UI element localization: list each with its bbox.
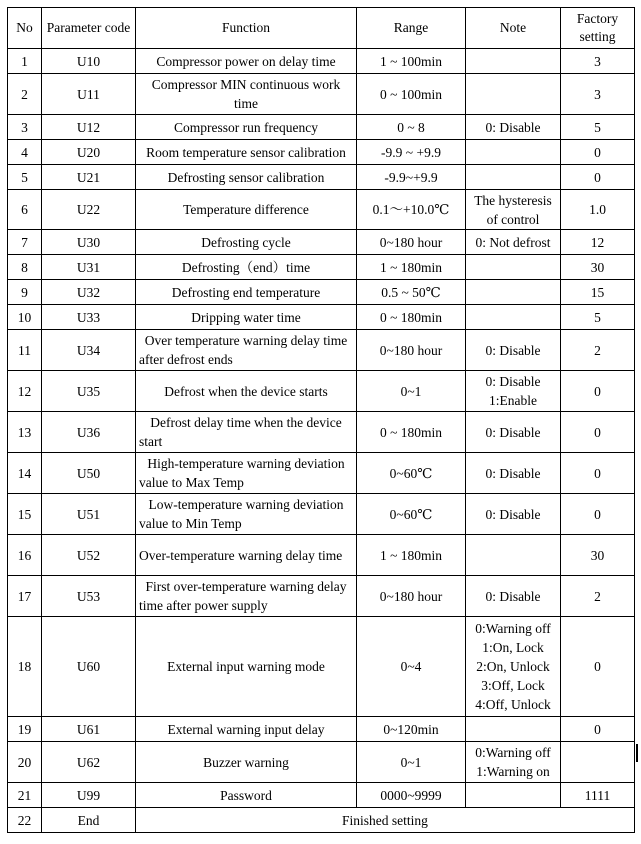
cell-note	[466, 305, 561, 330]
table-row	[8, 453, 635, 494]
cell-factory: 3	[561, 49, 635, 74]
cell-note: 0: Disable	[466, 576, 561, 617]
cell-code: U30	[42, 230, 136, 255]
table-row	[8, 717, 635, 742]
table-row	[8, 783, 635, 808]
cell-range: 0~120min	[357, 717, 466, 742]
cell-code: U62	[42, 742, 136, 783]
cell-no: 3	[8, 115, 42, 140]
cell-note	[466, 74, 561, 115]
cell-range: 0.5 ~ 50℃	[357, 280, 466, 305]
cell-note	[466, 717, 561, 742]
cell-function: Dripping water time	[136, 305, 357, 330]
table-row	[8, 230, 635, 255]
cell-note	[466, 535, 561, 576]
stray-vertical-mark	[636, 744, 638, 762]
cell-code: U10	[42, 49, 136, 74]
table-row	[8, 412, 635, 453]
table-row	[8, 494, 635, 535]
cell-function: Defrosting sensor calibration	[136, 165, 357, 190]
cell-code: U21	[42, 165, 136, 190]
cell-no: 16	[8, 535, 42, 576]
cell-code: U61	[42, 717, 136, 742]
cell-no: 14	[8, 453, 42, 494]
cell-no: 10	[8, 305, 42, 330]
header-no: No	[8, 8, 42, 49]
cell-note: 0:Warning off 1:On, Lock 2:On, Unlock 3:Off, Lock 4:Off, Unlock	[466, 617, 561, 717]
table-row	[8, 74, 635, 115]
cell-code: U11	[42, 74, 136, 115]
cell-note: 0: Disable	[466, 412, 561, 453]
table-row	[8, 49, 635, 74]
cell-code: U34	[42, 330, 136, 371]
table-row	[8, 576, 635, 617]
cell-no: 1	[8, 49, 42, 74]
table-row	[8, 535, 635, 576]
cell-note: 0: Disable	[466, 115, 561, 140]
cell-note	[466, 255, 561, 280]
cell-function: Defrosting（end）time	[136, 255, 357, 280]
cell-factory: 12	[561, 230, 635, 255]
cell-code: U99	[42, 783, 136, 808]
cell-range: 0~1	[357, 742, 466, 783]
cell-note: The hysteresis of control	[466, 190, 561, 230]
cell-range: 0~180 hour	[357, 330, 466, 371]
header-range: Range	[357, 8, 466, 49]
cell-function: High-temperature warning deviation value to Max Temp	[136, 453, 357, 494]
cell-factory: 0	[561, 412, 635, 453]
cell-note	[466, 49, 561, 74]
cell-code: U33	[42, 305, 136, 330]
cell-factory: 30	[561, 535, 635, 576]
cell-range: 0~60℃	[357, 494, 466, 535]
cell-range: 0000~9999	[357, 783, 466, 808]
cell-note: 0: Disable	[466, 453, 561, 494]
cell-range: 0~4	[357, 617, 466, 717]
header-factory: Factory setting	[561, 8, 635, 49]
cell-factory: 0	[561, 494, 635, 535]
cell-factory: 5	[561, 115, 635, 140]
table-row	[8, 140, 635, 165]
cell-function: Defrosting cycle	[136, 230, 357, 255]
cell-no: 12	[8, 371, 42, 412]
cell-factory: 0	[561, 617, 635, 717]
cell-function: Over temperature warning delay time after defrost ends	[136, 330, 357, 371]
cell-no: 21	[8, 783, 42, 808]
cell-no: 11	[8, 330, 42, 371]
cell-code: U36	[42, 412, 136, 453]
cell-range: 1 ~ 180min	[357, 535, 466, 576]
cell-finished-setting: Finished setting	[136, 808, 635, 833]
table-row	[8, 255, 635, 280]
table-row	[8, 330, 635, 371]
cell-no: 18	[8, 617, 42, 717]
cell-factory: 2	[561, 576, 635, 617]
cell-no: 6	[8, 190, 42, 230]
table-row	[8, 190, 635, 230]
table-row-end	[8, 808, 635, 833]
cell-no: 4	[8, 140, 42, 165]
cell-no: 13	[8, 412, 42, 453]
cell-range: 0~180 hour	[357, 576, 466, 617]
cell-code: U53	[42, 576, 136, 617]
cell-no: 22	[8, 808, 42, 833]
cell-code: U32	[42, 280, 136, 305]
cell-no: 8	[8, 255, 42, 280]
cell-function: External input warning mode	[136, 617, 357, 717]
cell-function: Compressor run frequency	[136, 115, 357, 140]
cell-note	[466, 280, 561, 305]
cell-function: Defrosting end temperature	[136, 280, 357, 305]
cell-range: 0~180 hour	[357, 230, 466, 255]
cell-factory: 0	[561, 165, 635, 190]
header-note: Note	[466, 8, 561, 49]
table-row	[8, 617, 635, 717]
cell-factory: 0	[561, 140, 635, 165]
cell-factory: 0	[561, 371, 635, 412]
cell-note: 0: Disable 1:Enable	[466, 371, 561, 412]
header-function: Function	[136, 8, 357, 49]
cell-code: U60	[42, 617, 136, 717]
cell-factory: 1.0	[561, 190, 635, 230]
cell-range: 0.1～+10.0℃	[357, 190, 466, 230]
cell-note: 0:Warning off 1:Warning on	[466, 742, 561, 783]
cell-code: U31	[42, 255, 136, 280]
cell-note	[466, 140, 561, 165]
cell-factory: 0	[561, 453, 635, 494]
cell-code: U22	[42, 190, 136, 230]
cell-function: First over-temperature warning delay time after power supply	[136, 576, 357, 617]
cell-factory: 15	[561, 280, 635, 305]
cell-factory	[561, 742, 635, 783]
table-row	[8, 165, 635, 190]
cell-range: 1 ~ 100min	[357, 49, 466, 74]
cell-code: U12	[42, 115, 136, 140]
cell-range: 0~60℃	[357, 453, 466, 494]
cell-range: 0 ~ 8	[357, 115, 466, 140]
cell-range: 0~1	[357, 371, 466, 412]
cell-note	[466, 783, 561, 808]
cell-code: U52	[42, 535, 136, 576]
cell-function: Defrost delay time when the device start	[136, 412, 357, 453]
cell-code: End	[42, 808, 136, 833]
cell-range: 0 ~ 100min	[357, 74, 466, 115]
cell-function: Compressor MIN continuous work time	[136, 74, 357, 115]
table-row	[8, 280, 635, 305]
cell-no: 19	[8, 717, 42, 742]
cell-factory: 3	[561, 74, 635, 115]
cell-note: 0: Not defrost	[466, 230, 561, 255]
cell-factory: 2	[561, 330, 635, 371]
cell-no: 9	[8, 280, 42, 305]
cell-no: 17	[8, 576, 42, 617]
cell-note: 0: Disable	[466, 494, 561, 535]
cell-function: Password	[136, 783, 357, 808]
table-row	[8, 371, 635, 412]
cell-range: -9.9~+9.9	[357, 165, 466, 190]
header-row	[8, 8, 635, 49]
cell-range: -9.9 ~ +9.9	[357, 140, 466, 165]
cell-function: Defrost when the device starts	[136, 371, 357, 412]
cell-no: 20	[8, 742, 42, 783]
cell-no: 7	[8, 230, 42, 255]
cell-function: Temperature difference	[136, 190, 357, 230]
cell-range: 0 ~ 180min	[357, 412, 466, 453]
cell-no: 2	[8, 74, 42, 115]
cell-function: External warning input delay	[136, 717, 357, 742]
cell-function: Compressor power on delay time	[136, 49, 357, 74]
cell-no: 15	[8, 494, 42, 535]
table-row	[8, 305, 635, 330]
cell-code: U35	[42, 371, 136, 412]
header-code: Parameter code	[42, 8, 136, 49]
cell-code: U51	[42, 494, 136, 535]
cell-range: 1 ~ 180min	[357, 255, 466, 280]
cell-function: Room temperature sensor calibration	[136, 140, 357, 165]
cell-factory: 1111	[561, 783, 635, 808]
table-row	[8, 742, 635, 783]
cell-note	[466, 165, 561, 190]
cell-factory: 0	[561, 717, 635, 742]
cell-code: U20	[42, 140, 136, 165]
table-row	[8, 115, 635, 140]
parameter-table	[7, 7, 635, 833]
cell-factory: 30	[561, 255, 635, 280]
cell-code: U50	[42, 453, 136, 494]
cell-range: 0 ~ 180min	[357, 305, 466, 330]
table-body	[8, 49, 635, 833]
cell-factory: 5	[561, 305, 635, 330]
cell-note: 0: Disable	[466, 330, 561, 371]
cell-function: Low-temperature warning deviation value to Min Temp	[136, 494, 357, 535]
cell-no: 5	[8, 165, 42, 190]
cell-function: Buzzer warning	[136, 742, 357, 783]
cell-function: Over-temperature warning delay time	[136, 535, 357, 576]
